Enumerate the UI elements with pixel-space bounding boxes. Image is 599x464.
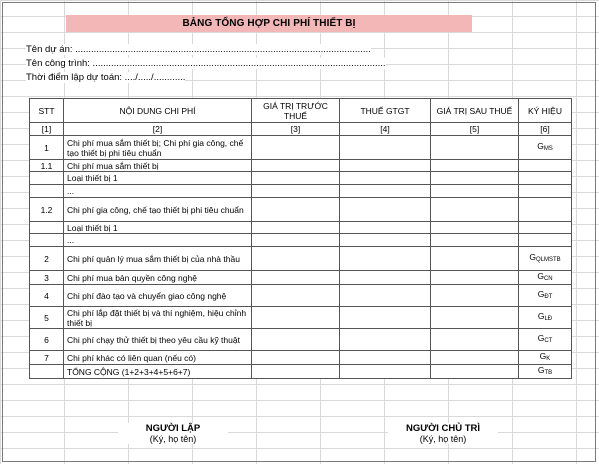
row-vat-value (340, 307, 431, 329)
row-vat-value (340, 329, 431, 351)
symbol-subscript: ĐT (544, 294, 553, 300)
symbol-subscript: LĐ (544, 316, 553, 322)
preparer-note: (Ký, họ tên) (149, 434, 197, 444)
symbol-subscript: MS (543, 146, 553, 152)
row-stt (30, 234, 64, 247)
row-content: ... (64, 234, 252, 247)
row-content: Loại thiết bị 1 (64, 172, 252, 185)
chair-signature (388, 423, 498, 444)
row-symbol (519, 172, 572, 185)
row-pre-tax-value (252, 136, 340, 160)
header-stt: STT (30, 99, 64, 123)
header-post-tax: GIÁ TRỊ SAU THUẾ (431, 99, 519, 123)
index-cell: [5] (431, 123, 519, 136)
row-pre-tax-value (252, 222, 340, 234)
table-row (30, 160, 572, 172)
index-row (30, 123, 572, 136)
row-symbol (519, 160, 572, 172)
row-stt: 4 (30, 285, 64, 307)
row-post-tax-value (431, 351, 519, 365)
row-post-tax-value (431, 285, 519, 307)
row-post-tax-value (431, 172, 519, 185)
row-symbol (519, 222, 572, 234)
total-label: TỔNG CỘNG (1+2+3+4+5+6+7) (64, 365, 252, 379)
row-content: Chi phí đào tạo và chuyển giao công nghệ (64, 285, 252, 307)
row-stt: 5 (30, 307, 64, 329)
row-stt (30, 172, 64, 185)
row-post-tax-value (431, 185, 519, 198)
symbol-letter: G (537, 289, 545, 299)
symbol-subscript: CN (543, 276, 553, 282)
row-pre-tax-value (252, 307, 340, 329)
row-pre-tax-value (252, 234, 340, 247)
row-post-tax-value (431, 222, 519, 234)
row-vat-value (340, 136, 431, 160)
row-vat-value (340, 247, 431, 271)
header-content: NỘI DUNG CHI PHÍ (64, 99, 252, 123)
symbol-letter: G (537, 333, 545, 343)
row-vat-value (340, 222, 431, 234)
row-pre-tax-value (252, 271, 340, 285)
row-symbol (519, 307, 572, 329)
row-vat-value (340, 351, 431, 365)
row-pre-tax-value (252, 160, 340, 172)
table-body (30, 136, 572, 379)
table-row (30, 198, 572, 222)
row-post-tax-value (431, 329, 519, 351)
chair-note: (Ký, họ tên) (419, 434, 467, 444)
row-pre-tax-value (252, 285, 340, 307)
row-content: Chi phí chạy thử thiết bị theo yêu cầu kỹ thuật (64, 329, 252, 351)
row-pre-tax-value (252, 185, 340, 198)
row-content: Chi phí mua sắm thiết bị (64, 160, 252, 172)
row-pre-tax-value (252, 172, 340, 185)
index-cell: [1] (30, 123, 64, 136)
row-stt: 7 (30, 351, 64, 365)
header-symbol: KÝ HIỆU (519, 99, 572, 123)
index-cell: [3] (252, 123, 340, 136)
preparer-signature (118, 423, 228, 444)
row-symbol (519, 365, 572, 379)
symbol-letter: G (537, 271, 544, 281)
row-symbol (519, 351, 572, 365)
row-vat-value (340, 198, 431, 222)
cost-summary-table (29, 98, 572, 379)
estimate-date-line: Thời điểm lập dự toán: ..../...../............ (26, 72, 186, 83)
preparer-role: NGƯỜI LẬP (145, 423, 201, 434)
row-content: Chi phí khác có liên quan (nếu có) (64, 351, 252, 365)
project-name-line: Tên dự án: ................................................................................................................ (26, 44, 371, 55)
table-row (30, 307, 572, 329)
document-title: BẢNG TỔNG HỢP CHI PHÍ THIẾT BỊ (66, 15, 472, 32)
table-row (30, 222, 572, 234)
row-stt: 3 (30, 271, 64, 285)
table-row (30, 172, 572, 185)
row-vat-value (340, 234, 431, 247)
row-symbol (519, 329, 572, 351)
row-post-tax-value (431, 365, 519, 379)
row-vat-value (340, 160, 431, 172)
table-row (30, 351, 572, 365)
row-content: ... (64, 185, 252, 198)
row-stt: 1 (30, 136, 64, 160)
row-content: Chi phí quản lý mua sắm thiết bị của nhà thầu (64, 247, 252, 271)
row-symbol (519, 285, 572, 307)
row-content: Chi phí mua bản quyền công nghệ (64, 271, 252, 285)
row-content: Chi phí lắp đặt thiết bị và thí nghiệm, hiệu chỉnh thiết bị (64, 307, 252, 329)
work-name-line: Tên công trình: ............................................................................................................... (26, 58, 386, 69)
symbol-letter: G (537, 311, 545, 321)
table-row (30, 247, 572, 271)
table-row (30, 329, 572, 351)
header-vat: THUẾ GTGT (340, 99, 431, 123)
row-stt: 1.2 (30, 198, 64, 222)
row-symbol (519, 271, 572, 285)
row-pre-tax-value (252, 329, 340, 351)
row-content: Chi phí mua sắm thiết bị; Chi phí gia công, chế tạo thiết bị phi tiêu chuẩn (64, 136, 252, 160)
row-symbol (519, 198, 572, 222)
table-row (30, 136, 572, 160)
row-content: Loại thiết bị 1 (64, 222, 252, 234)
row-vat-value (340, 271, 431, 285)
chair-role: NGƯỜI CHỦ TRÌ (405, 423, 481, 434)
row-vat-value (340, 185, 431, 198)
row-vat-value (340, 365, 431, 379)
row-post-tax-value (431, 136, 519, 160)
symbol-subscript: K (546, 356, 551, 362)
row-stt (30, 365, 64, 379)
row-post-tax-value (431, 247, 519, 271)
total-row (30, 365, 572, 379)
symbol-letter: G (539, 351, 547, 361)
table-row (30, 234, 572, 247)
symbol-subscript: TB (544, 370, 553, 376)
row-stt: 2 (30, 247, 64, 271)
row-symbol (519, 185, 572, 198)
row-stt (30, 185, 64, 198)
index-cell: [6] (519, 123, 572, 136)
row-stt: 1.1 (30, 160, 64, 172)
row-pre-tax-value (252, 365, 340, 379)
symbol-subscript: QLMSTB (535, 257, 561, 263)
row-symbol (519, 247, 572, 271)
symbol-letter: G (537, 141, 544, 151)
symbol-letter: G (537, 365, 545, 375)
row-pre-tax-value (252, 351, 340, 365)
row-symbol (519, 234, 572, 247)
row-post-tax-value (431, 198, 519, 222)
header-row (30, 99, 572, 123)
row-content: Chi phí gia công, chế tạo thiết bị phi tiêu chuẩn (64, 198, 252, 222)
row-vat-value (340, 172, 431, 185)
index-cell: [2] (64, 123, 252, 136)
table-row (30, 285, 572, 307)
row-post-tax-value (431, 234, 519, 247)
row-post-tax-value (431, 271, 519, 285)
row-pre-tax-value (252, 198, 340, 222)
row-post-tax-value (431, 160, 519, 172)
header-pre-tax: GIÁ TRỊ TRƯỚC THUẾ (252, 99, 340, 123)
row-post-tax-value (431, 307, 519, 329)
table-row (30, 185, 572, 198)
table-row (30, 271, 572, 285)
row-pre-tax-value (252, 247, 340, 271)
symbol-letter: G (529, 252, 536, 262)
row-symbol (519, 136, 572, 160)
row-stt (30, 222, 64, 234)
symbol-subscript: CT (544, 338, 553, 344)
row-vat-value (340, 285, 431, 307)
index-cell: [4] (340, 123, 431, 136)
row-stt: 6 (30, 329, 64, 351)
